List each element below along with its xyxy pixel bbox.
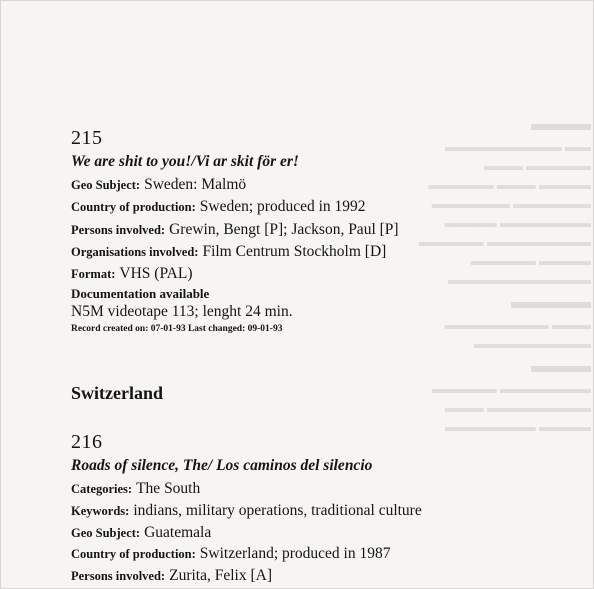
field-row xyxy=(71,265,193,283)
field-value: indians, military operations, traditional culture xyxy=(133,502,422,519)
field-label: Country of production: xyxy=(71,200,196,214)
field-value: The South xyxy=(136,480,201,497)
field-value: Grewin, Bengt [P]; Jackson, Paul [P] xyxy=(169,221,399,238)
field-row xyxy=(71,221,399,239)
field-row xyxy=(71,480,200,498)
entry-title: Roads of silence, The/ Los caminos del silencio xyxy=(71,457,373,474)
field-value: Switzerland; produced in 1987 xyxy=(199,545,391,562)
field-value: Guatemala xyxy=(144,524,212,541)
documentation-note: Documentation available xyxy=(71,286,210,301)
last-changed-label: Last changed: xyxy=(187,324,246,334)
record-created-label: Record created on: xyxy=(71,324,149,334)
field-row xyxy=(71,545,390,563)
section-heading: Switzerland xyxy=(71,383,163,403)
field-value: Sweden; produced in 1992 xyxy=(199,198,366,215)
field-row xyxy=(71,524,211,542)
entry-title: We are shit to you!/Vi ar skit för er! xyxy=(71,153,299,170)
field-label: Organisations involved: xyxy=(71,245,199,259)
reverse-side-bleed-through: ▬▬▬ ▬▬ ▬▬▬▬▬▬▬▬▬ ▬▬▬▬▬ ▬▬▬ ▬▬▬▬ ▬▬▬ ▬▬▬▬▬ ▬▬▬▬▬▬ ▬▬▬▬▬▬ ▬▬▬▬▬▬▬ ▬▬▬▬ ▬▬▬▬▬▬▬▬ ▬▬▬▬▬ ▬▬▬▬ ▬▬▬▬▬ ▬▬▬▬▬▬▬▬▬▬▬ ▬▬▬▬ ▬▬▬ ▬▬▬▬▬▬▬▬ ▬▬▬▬▬▬▬▬▬ ▬▬▬ ▬▬▬▬▬▬▬ ▬▬▬▬▬ ▬▬▬▬▬▬▬▬ ▬▬▬ ▬▬▬▬ ▬▬▬▬▬▬▬ xyxy=(418,113,591,434)
field-row xyxy=(71,243,386,261)
entry-number: 216 xyxy=(71,431,103,453)
field-label: Keywords: xyxy=(71,504,130,518)
field-row xyxy=(71,502,422,520)
last-changed-date: 09-01-93 xyxy=(247,324,283,334)
field-label: Format: xyxy=(71,267,116,281)
field-label: Geo Subject: xyxy=(71,178,141,192)
field-value: Sweden: Malmö xyxy=(144,176,247,193)
field-row xyxy=(71,567,272,585)
field-row xyxy=(71,198,366,216)
field-label: Persons involved: xyxy=(71,569,166,583)
field-value: Zurita, Felix [A] xyxy=(169,567,272,584)
field-label: Categories: xyxy=(71,482,133,496)
record-dates xyxy=(71,324,282,334)
field-label: Persons involved: xyxy=(71,223,166,237)
entry-number: 215 xyxy=(71,127,103,149)
record-created-date: 07-01-93 xyxy=(150,324,186,334)
field-row xyxy=(71,176,246,194)
field-value: Film Centrum Stockholm [D] xyxy=(202,243,387,260)
field-label: Geo Subject: xyxy=(71,526,141,540)
field-value: VHS (PAL) xyxy=(119,265,193,282)
tape-info: N5M videotape 113; lenght 24 min. xyxy=(71,303,293,320)
field-label: Country of production: xyxy=(71,547,196,561)
